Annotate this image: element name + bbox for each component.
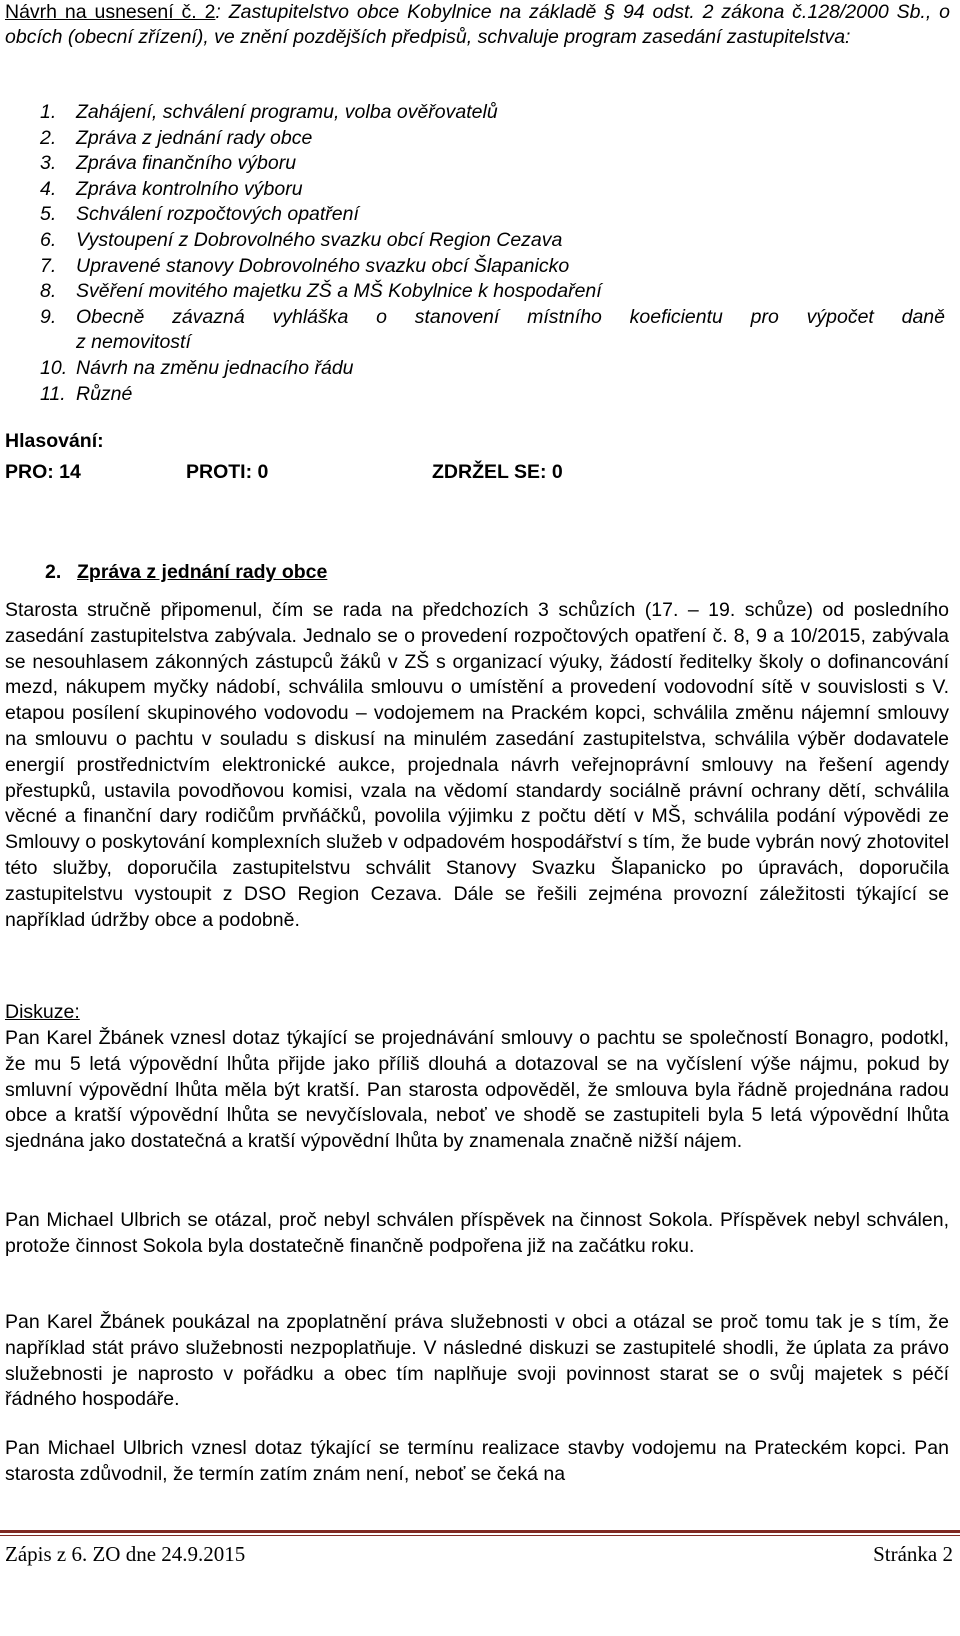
discussion-paragraph-1: Pan Karel Žbánek vznesl dotaz týkající se projednávání smlouvy o pachtu se společností Bonagro, podotkl, že mu 5 letá výpovědní lhůta přijde jako příliš dlouhá a dotazoval se na vyčíslení výše nájmu, pokud by smluvní výpovědní lhůta měla být kratší. Pan starosta odpověděl, že smlouva byla řádně projednána radou obce a kratší výpovědní lhůta se nevyčíslovala, neboť ve shodě se zastupiteli byla 5 letá výpovědní lhůta sjednána jako dostatečná a kratší výpovědní lhůta by znamenala značně nižší nájem.: [5, 1027, 949, 1153]
discussion-paragraph-4: Pan Michael Ulbrich vznesl dotaz týkající se termínu realizace stavby vodojemu na Prateckém kopci. Pan starosta zdůvodnil, že termín zatím znám není, neboť se čeká na: [5, 1437, 949, 1485]
footer-page-number: Stránka 2: [873, 1542, 953, 1566]
agenda-item: 9. Obecně závazná vyhláška o stanovení místního koeficientu pro výpočet daně: [40, 305, 945, 328]
agenda-item: 11. Různé: [40, 382, 133, 405]
agenda-item: 7. Upravené stanovy Dobrovolného svazku obcí Šlapanicko: [40, 254, 570, 277]
resolution-text: : Zastupitelstvo obce Kobylnice na základě § 94 odst. 2 zákona č.128/2000 Sb., o obcích (obecní zřízení), ve znění pozdějších předpisů, schvaluje program zasedání zastupitelstva:: [5, 1, 950, 48]
vote-proti: [186, 461, 268, 484]
agenda-item: 5. Schválení rozpočtových opatření: [40, 203, 359, 226]
agenda-item: 6. Vystoupení z Dobrovolného svazku obcí Region Cezava: [40, 228, 563, 251]
footer-rule: [0, 1530, 960, 1533]
agenda-item: 10. Návrh na změnu jednacího řádu: [40, 356, 354, 379]
section-number: 2.: [45, 561, 62, 583]
footer-left: Zápis z 6. ZO dne 24.9.2015: [5, 1542, 246, 1566]
vote-zdrzel-label: ZDRŽEL SE:: [432, 461, 547, 483]
voting-title: Hlasování:: [5, 430, 104, 452]
vote-pro-count: 14: [59, 461, 81, 483]
vote-pro: [5, 461, 81, 484]
agenda-item-continuation: z nemovitostí: [76, 331, 191, 354]
section-heading: [45, 561, 327, 584]
vote-zdrzel: [432, 461, 563, 484]
resolution-proposal: [5, 0, 950, 50]
resolution-label: Návrh na usnesení č. 2: [5, 1, 216, 23]
vote-zdrzel-count: 0: [551, 461, 563, 483]
agenda-item: 1. Zahájení, schválení programu, volba ověřovatelů: [40, 101, 498, 123]
agenda-item: 2. Zpráva z jednání rady obce: [40, 126, 313, 149]
discussion-label: Diskuze:: [5, 1001, 80, 1023]
footer-rule-thin: [0, 1535, 960, 1536]
report-paragraph: Starosta stručně připomenul, čím se rada na předchozích 3 schůzích (17. – 19. schůze) od posledního zasedání zastupitelstva zabývala. Jednalo se o provedení rozpočtových opatření č. 8, 9 a 10/2015, zabývala se nesouhlasem zákonných zástupců žáků v ZŠ s organizací výuky, žádostí ředitelky školy o dofinancování mezd, nákupem myčky nádobí, schválila smlouvu o umístění a provedení vodovodní sítě v souvislosti s V. etapou posílení skupinového vodovodu – vodojemem na Prackém kopci, schválila změnu nájemní smlouvy na smlouvu o pachtu v souladu s diskusí na minulém zasedání zastupitelstva, schválila výběr dodavatele energií prostřednictvím elektronické aukce, projednala návrh veřejnoprávní smlouvy na řešení agendy přestupků, ustavila povodňovou komisi, vzala na vědomí standardy sociálně právní ochrany dětí, schválila věcné a finanční dary rodičům prvňáčků, povolila výjimku z počtu dětí v MŠ, schválila podání výpovědi ze Smlouvy o poskytování komplexních služeb v odpadovém hospodářství s tím, že bude vybrán nový zhotovitel této služby, doporučila zastupitelstvu schválit Stanovy Svazku Šlapanicko po úpravách, doporučila zastupitelstvu vystoupit z DSO Region Cezava. Dále se řešili zejména provozní záležitosti týkající se například údržby obce a podobně.: [5, 599, 949, 931]
discussion-paragraph-3: Pan Karel Žbánek poukázal na zpoplatnění práva služebnosti v obci a otázal se proč tomu tak je s tím, že například stát právo služebnosti nezpoplatňuje. V následné diskuzi se zastupitelé shodli, že úplata za právo služebnosti je naprosto v pořádku a obec tím naplňuje svoji povinnost starat se o svůj majetek s péčí řádného hospodáře.: [5, 1311, 949, 1411]
vote-pro-label: PRO:: [5, 461, 54, 483]
discussion-paragraph-2: Pan Michael Ulbrich se otázal, proč nebyl schválen příspěvek na činnost Sokola. Příspěvek nebyl schválen, protože činnost Sokola byla dostatečně finančně podpořena již na začátku roku.: [5, 1209, 949, 1257]
vote-proti-label: PROTI:: [186, 461, 253, 483]
agenda-item: 3. Zpráva finančního výboru: [40, 152, 297, 175]
agenda-item: 8. Svěření movitého majetku ZŠ a MŠ Kobylnice k hospodaření: [40, 280, 602, 303]
vote-proti-count: 0: [257, 461, 269, 483]
agenda-list: [40, 100, 945, 407]
agenda-item: 4. Zpráva kontrolního výboru: [40, 177, 303, 200]
section-title: Zpráva z jednání rady obce: [77, 561, 328, 583]
